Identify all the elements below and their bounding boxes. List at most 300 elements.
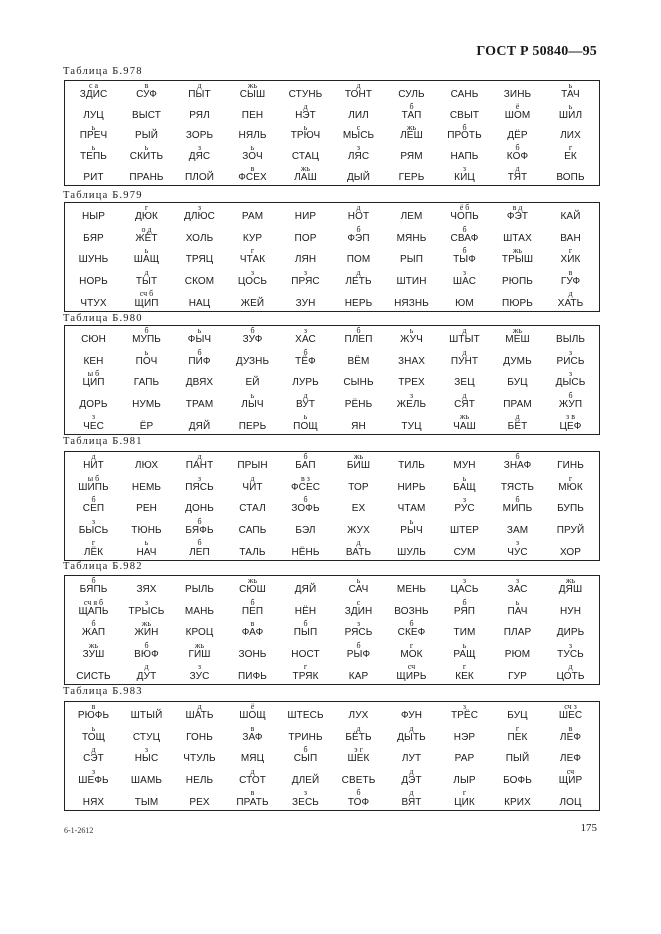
- word-text: СУЛЬ: [398, 88, 425, 100]
- word-cell: [332, 702, 385, 724]
- word-text: КРИХ: [504, 796, 531, 808]
- word-text: НЭТ: [295, 109, 316, 121]
- diacritic-mark: в: [568, 267, 573, 277]
- word-text: РАЩ: [453, 649, 476, 661]
- document-standard-title: ГОСТ Р 50840—95: [476, 44, 597, 59]
- word-text: ЩАПЬ: [78, 605, 109, 617]
- word-text: ЕЙ: [245, 377, 260, 389]
- word-table: [64, 451, 600, 561]
- word-cell: [385, 788, 438, 810]
- word-cell: [332, 474, 385, 496]
- word-text: ЧТАК: [239, 254, 266, 266]
- word-cell: [544, 123, 597, 144]
- word-cell: [67, 102, 120, 123]
- word-cell: [332, 745, 385, 767]
- word-text: ДОНЬ: [185, 503, 214, 515]
- word-text: ТАЧ: [561, 88, 580, 100]
- diacritic-mark: в: [144, 81, 149, 90]
- word-cell: [385, 702, 438, 724]
- word-text: ЗОРЬ: [185, 130, 214, 142]
- word-text: ДЫЙ: [346, 172, 371, 184]
- word-cell: [173, 81, 226, 102]
- word-text: ГУР: [508, 670, 527, 682]
- word-cell: [67, 576, 120, 598]
- diacritic-mark: б: [250, 326, 255, 335]
- diacritic-mark: д: [515, 412, 520, 422]
- word-cell: [173, 326, 226, 348]
- diacritic-mark: д: [250, 766, 255, 776]
- word-text: РЕХ: [189, 796, 210, 808]
- word-text: ЧЕС: [83, 420, 104, 432]
- word-text: ТРЕХ: [398, 377, 425, 389]
- word-text: ШОМ: [504, 109, 531, 121]
- word-cell: [279, 369, 332, 391]
- word-cell: [173, 495, 226, 517]
- table-caption: Таблица Б.978: [63, 66, 143, 77]
- word-cell: [491, 203, 544, 225]
- diacritic-mark: д: [144, 267, 149, 277]
- diacritic-mark: з в: [566, 412, 575, 422]
- word-cell: [544, 246, 597, 268]
- diacritic-mark: з: [91, 412, 96, 422]
- word-text: ЗУН: [295, 297, 316, 309]
- word-text: ПРУЙ: [556, 525, 585, 537]
- word-cell: [226, 702, 279, 724]
- word-text: БИШ: [346, 460, 371, 472]
- word-cell: [279, 102, 332, 123]
- word-cell: [120, 123, 173, 144]
- word-cell: [438, 246, 491, 268]
- word-cell: [544, 164, 597, 185]
- word-cell: [67, 412, 120, 434]
- word-text: ФЫЧ: [187, 334, 212, 346]
- word-text: ТУЦ: [401, 420, 422, 432]
- word-text: ВОЗНЬ: [394, 605, 429, 617]
- word-cell: [332, 123, 385, 144]
- diacritic-mark: г: [91, 538, 96, 548]
- word-cell: [332, 788, 385, 810]
- word-text: ЛЕШ: [400, 130, 423, 142]
- word-text: ЛУТ: [401, 753, 422, 765]
- word-cell: [67, 724, 120, 746]
- word-text: ЖАП: [81, 627, 106, 639]
- diacritic-mark: д: [462, 390, 467, 400]
- word-text: ДЛЮС: [184, 211, 215, 223]
- word-cell: [438, 517, 491, 539]
- word-text: ПИФ: [188, 355, 211, 367]
- word-text: ТРЮЧ: [290, 130, 321, 142]
- word-text: ШАЩ: [133, 254, 160, 266]
- word-cell: [279, 412, 332, 434]
- word-cell: [544, 268, 597, 290]
- diacritic-mark: в: [250, 619, 255, 629]
- word-text: ПЯСЬ: [185, 481, 214, 493]
- word-text: ЛАШ: [294, 172, 317, 184]
- word-cell: [279, 246, 332, 268]
- diacritic-mark: г: [250, 246, 255, 256]
- diacritic-mark: б: [91, 619, 96, 629]
- word-cell: [279, 619, 332, 641]
- word-text: СТАЛ: [239, 503, 266, 515]
- word-cell: [544, 203, 597, 225]
- word-text: ПЛОЙ: [184, 172, 215, 184]
- word-text: ШТЕСЬ: [287, 710, 324, 722]
- word-text: ДЯЙ: [294, 584, 317, 596]
- word-text: СЫНЬ: [343, 377, 374, 389]
- word-text: ПРЫН: [237, 460, 268, 472]
- word-grid: [65, 203, 599, 311]
- word-cell: [491, 576, 544, 598]
- word-text: ФАФ: [241, 627, 264, 639]
- word-cell: [332, 412, 385, 434]
- word-cell: [67, 326, 120, 348]
- word-cell: [226, 143, 279, 164]
- word-text: РЯСЬ: [344, 627, 373, 639]
- word-cell: [544, 724, 597, 746]
- word-text: ЖУП: [558, 399, 583, 411]
- diacritic-mark: д: [356, 203, 361, 212]
- word-text: ЦОСЬ: [237, 276, 268, 288]
- word-text: ТРАМ: [185, 399, 214, 411]
- word-cell: [226, 348, 279, 370]
- word-cell: [491, 517, 544, 539]
- word-cell: [279, 391, 332, 413]
- word-text: КАЙ: [560, 211, 581, 223]
- word-text: ВАН: [560, 232, 581, 244]
- word-cell: [438, 203, 491, 225]
- word-text: РЯП: [453, 605, 476, 617]
- diacritic-mark: з: [144, 597, 149, 607]
- diacritic-mark: з: [197, 473, 202, 483]
- word-text: ЩИР: [558, 775, 583, 787]
- word-cell: [120, 246, 173, 268]
- word-cell: [332, 724, 385, 746]
- diacritic-mark: з: [515, 576, 520, 585]
- word-text: ШАМЬ: [130, 775, 163, 787]
- word-cell: [491, 348, 544, 370]
- word-text: ЛЕП: [189, 546, 210, 558]
- diacritic-mark: б: [515, 452, 520, 461]
- diacritic-mark: б: [197, 516, 202, 526]
- word-text: ПЛАР: [503, 627, 532, 639]
- word-cell: [491, 391, 544, 413]
- word-grid: [65, 81, 599, 185]
- word-text: ПАЧ: [507, 605, 528, 617]
- word-text: РЮМ: [504, 649, 531, 661]
- word-text: НЁН: [294, 605, 317, 617]
- diacritic-mark: б: [356, 788, 361, 798]
- word-cell: [120, 788, 173, 810]
- diacritic-mark: д: [462, 347, 467, 357]
- diacritic-mark: з: [197, 143, 202, 153]
- word-cell: [120, 745, 173, 767]
- page-number: 175: [580, 822, 597, 834]
- word-text: ПРАНЬ: [129, 172, 164, 184]
- word-text: РЫП: [399, 254, 423, 266]
- word-text: БУЦ: [507, 377, 528, 389]
- word-cell: [544, 326, 597, 348]
- word-cell: [120, 474, 173, 496]
- diacritic-mark: б: [409, 101, 414, 111]
- word-text: НЕЛЬ: [185, 775, 214, 787]
- word-text: СЕП: [82, 503, 105, 515]
- word-cell: [67, 619, 120, 641]
- word-cell: [438, 702, 491, 724]
- word-text: ЦАСЬ: [450, 584, 479, 596]
- word-text: НИТ: [83, 460, 104, 472]
- word-cell: [385, 102, 438, 123]
- word-text: РЫФ: [346, 649, 371, 661]
- word-cell: [226, 598, 279, 620]
- diacritic-mark: д: [356, 538, 361, 548]
- word-text: ТАП: [401, 109, 422, 121]
- diacritic-mark: б: [91, 495, 96, 505]
- word-cell: [385, 143, 438, 164]
- diacritic-mark: в: [91, 702, 96, 711]
- word-text: СТОТ: [239, 775, 266, 787]
- diacritic-mark: ы б: [87, 369, 100, 379]
- word-text: НУН: [559, 605, 582, 617]
- word-text: ТРЫСЬ: [128, 605, 165, 617]
- word-cell: [491, 326, 544, 348]
- word-cell: [120, 289, 173, 311]
- diacritic-mark: жь: [565, 576, 576, 585]
- word-cell: [332, 598, 385, 620]
- word-text: ПРЕЧ: [79, 130, 108, 142]
- word-text: ПАНТ: [185, 460, 214, 472]
- diacritic-mark: б: [356, 224, 361, 234]
- word-cell: [491, 619, 544, 641]
- word-cell: [385, 452, 438, 474]
- word-text: ГОНЬ: [186, 731, 213, 743]
- diacritic-mark: б: [462, 122, 467, 132]
- word-cell: [173, 289, 226, 311]
- word-text: ЗДИН: [344, 605, 373, 617]
- word-text: ТЫТ: [135, 276, 158, 288]
- word-text: РЫЧ: [400, 525, 423, 537]
- diacritic-mark: в з: [301, 473, 310, 483]
- word-cell: [67, 369, 120, 391]
- word-text: НЕМЬ: [131, 481, 162, 493]
- word-text: ЕХ: [351, 503, 366, 515]
- word-text: ВЮФ: [134, 649, 159, 661]
- diacritic-mark: ь: [462, 640, 467, 650]
- diacritic-mark: б: [515, 495, 520, 505]
- word-text: ДЯС: [188, 151, 211, 163]
- word-text: МЮК: [558, 481, 583, 493]
- word-text: ДЁР: [507, 130, 528, 142]
- word-text: ЦИП: [82, 377, 105, 389]
- diacritic-mark: ё: [250, 702, 255, 711]
- word-cell: [279, 326, 332, 348]
- diacritic-mark: ь: [303, 412, 308, 422]
- word-text: НИР: [294, 211, 317, 223]
- word-text: ЗЕЦ: [454, 377, 475, 389]
- word-text: ЗНАФ: [503, 460, 532, 472]
- diacritic-mark: жь: [512, 326, 523, 335]
- word-text: ЗДИС: [79, 88, 108, 100]
- word-text: ШТЕР: [449, 525, 479, 537]
- word-cell: [438, 745, 491, 767]
- word-cell: [491, 81, 544, 102]
- word-cell: [385, 246, 438, 268]
- table-caption: Таблица Б.979: [63, 190, 143, 201]
- word-text: ЗОЧ: [242, 151, 263, 163]
- word-cell: [120, 702, 173, 724]
- word-text: ЛУЦ: [83, 109, 104, 121]
- word-text: ШИПЬ: [78, 481, 109, 493]
- word-cell: [120, 662, 173, 684]
- word-cell: [67, 123, 120, 144]
- word-cell: [544, 143, 597, 164]
- word-cell: [173, 702, 226, 724]
- word-cell: [544, 598, 597, 620]
- word-cell: [120, 102, 173, 123]
- diacritic-mark: б: [303, 745, 308, 755]
- word-text: МЯНЬ: [396, 232, 427, 244]
- word-cell: [120, 412, 173, 434]
- diacritic-mark: д: [568, 289, 573, 299]
- word-text: ЩИП: [134, 297, 159, 309]
- word-cell: [385, 619, 438, 641]
- word-cell: [226, 369, 279, 391]
- word-cell: [173, 268, 226, 290]
- diacritic-mark: б: [197, 347, 202, 357]
- word-cell: [438, 369, 491, 391]
- word-cell: [279, 641, 332, 663]
- word-cell: [544, 538, 597, 560]
- word-text: ТУСЬ: [557, 649, 584, 661]
- diacritic-mark: з: [356, 619, 361, 629]
- word-text: ДЛЕЙ: [291, 775, 320, 787]
- word-cell: [544, 788, 597, 810]
- word-text: ДЭТ: [401, 775, 422, 787]
- word-cell: [438, 412, 491, 434]
- word-text: САЧ: [348, 584, 369, 596]
- word-cell: [491, 225, 544, 247]
- word-cell: [438, 724, 491, 746]
- word-cell: [544, 662, 597, 684]
- word-cell: [120, 576, 173, 598]
- word-cell: [438, 81, 491, 102]
- word-text: ВАТЬ: [345, 546, 372, 558]
- word-text: СЭТ: [83, 753, 104, 765]
- word-cell: [438, 452, 491, 474]
- word-text: СВАФ: [450, 232, 479, 244]
- diacritic-mark: з: [462, 267, 467, 277]
- word-text: ЛИХ: [560, 130, 581, 142]
- word-text: ЗАФ: [242, 731, 263, 743]
- word-cell: [491, 369, 544, 391]
- word-cell: [544, 81, 597, 102]
- word-cell: [279, 495, 332, 517]
- word-cell: [491, 268, 544, 290]
- word-cell: [544, 495, 597, 517]
- word-text: ЛЯН: [294, 254, 317, 266]
- word-text: ЧТАМ: [397, 503, 426, 515]
- word-text: РЫЙ: [134, 130, 158, 142]
- word-text: БЁТЬ: [345, 731, 372, 743]
- diacritic-mark: б: [462, 597, 467, 607]
- word-cell: [173, 391, 226, 413]
- word-text: ПУНТ: [450, 355, 479, 367]
- word-text: ЖЕЛЬ: [396, 399, 427, 411]
- word-grid: [65, 326, 599, 434]
- diacritic-mark: з: [356, 143, 361, 153]
- word-cell: [279, 576, 332, 598]
- diacritic-mark: д: [197, 81, 202, 90]
- diacritic-mark: б: [515, 143, 520, 153]
- diacritic-mark: ь: [409, 326, 414, 335]
- word-text: НАЧ: [136, 546, 157, 558]
- word-text: ХОР: [559, 546, 582, 558]
- word-cell: [385, 767, 438, 789]
- word-cell: [544, 102, 597, 123]
- diacritic-mark: д: [515, 164, 520, 174]
- word-cell: [120, 326, 173, 348]
- diacritic-mark: ь: [568, 101, 573, 111]
- diacritic-mark: з: [303, 326, 308, 335]
- word-cell: [279, 724, 332, 746]
- word-text: ПЮРЬ: [502, 297, 533, 309]
- diacritic-mark: г: [462, 662, 467, 672]
- word-cell: [120, 225, 173, 247]
- word-text: ЗАС: [507, 584, 528, 596]
- diacritic-mark: б: [91, 576, 96, 585]
- diacritic-mark: ь: [303, 122, 308, 132]
- word-cell: [544, 474, 597, 496]
- word-text: СУМ: [453, 546, 476, 558]
- word-cell: [491, 767, 544, 789]
- word-text: ЦИК: [454, 796, 475, 808]
- word-text: ШОЩ: [239, 710, 266, 722]
- diacritic-mark: д: [356, 267, 361, 277]
- word-cell: [279, 598, 332, 620]
- diacritic-mark: ь: [515, 597, 520, 607]
- diacritic-mark: жь: [406, 122, 417, 132]
- word-text: ВЫСТ: [132, 109, 161, 121]
- word-text: ФСЕС: [290, 481, 321, 493]
- diacritic-mark: сч: [566, 766, 575, 776]
- word-text: ХОЛЬ: [185, 232, 214, 244]
- word-text: КЕН: [83, 355, 104, 367]
- diacritic-mark: жь: [459, 412, 470, 422]
- word-text: ШУНЬ: [78, 254, 109, 266]
- word-text: БЭЛ: [295, 525, 316, 537]
- diacritic-mark: з: [197, 203, 202, 212]
- word-cell: [332, 619, 385, 641]
- word-text: ТОНТ: [344, 88, 373, 100]
- word-text: ЛЁК: [83, 546, 104, 558]
- word-text: ЛУХ: [348, 710, 369, 722]
- word-cell: [279, 81, 332, 102]
- word-cell: [332, 102, 385, 123]
- word-cell: [438, 268, 491, 290]
- word-text: ШТЫТ: [449, 334, 480, 346]
- word-cell: [279, 143, 332, 164]
- word-cell: [385, 474, 438, 496]
- word-cell: [438, 391, 491, 413]
- word-cell: [385, 81, 438, 102]
- word-text: МЕШ: [505, 334, 530, 346]
- word-text: БОФЬ: [503, 775, 532, 787]
- word-cell: [120, 724, 173, 746]
- diacritic-mark: з: [515, 538, 520, 548]
- word-text: НЁНЬ: [291, 546, 320, 558]
- word-cell: [226, 641, 279, 663]
- diacritic-mark: г: [303, 662, 308, 672]
- word-cell: [332, 517, 385, 539]
